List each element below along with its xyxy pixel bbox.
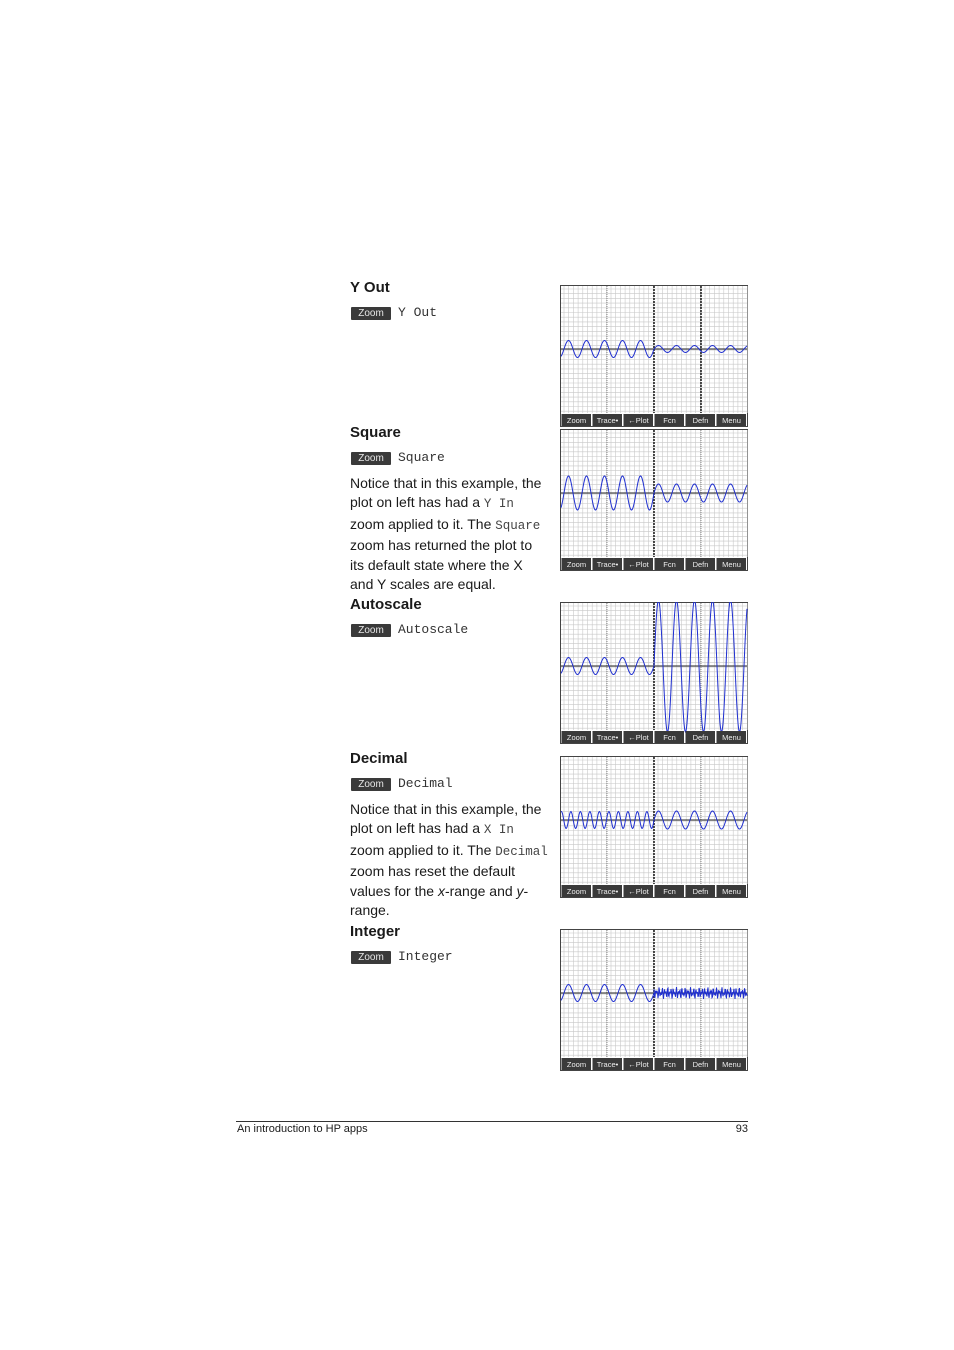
plot-screen-y-out: [560, 285, 748, 427]
explanation-paragraph: [350, 800, 548, 920]
para-text: Notice that in this example, the plot on left has had a: [350, 475, 542, 511]
zoom-command: Decimal: [398, 776, 453, 791]
zoom-command: Y Out: [398, 305, 438, 320]
menu-key-label: Defn: [692, 733, 709, 742]
key-sequence: [350, 450, 550, 468]
zoom-key: Zoom: [351, 307, 391, 320]
zoom-command: Square: [398, 450, 445, 465]
section-square: [350, 424, 550, 594]
plot-screen-square: [560, 429, 748, 571]
zoom-key: Zoom: [351, 778, 391, 791]
menu-key-label: Zoom: [566, 416, 587, 425]
para-italic: y: [516, 882, 524, 899]
menu-key-label: Trace•: [596, 560, 619, 569]
menu-key-label: Menu: [722, 887, 741, 896]
menu-key-label: Defn: [692, 560, 709, 569]
menu-key-label: Defn: [692, 887, 709, 896]
section-integer: [350, 923, 550, 967]
plot-screen-integer: [560, 929, 748, 1071]
zoom-key: Zoom: [351, 452, 391, 465]
para-text: -range.: [350, 882, 529, 919]
zoom-command: Autoscale: [398, 622, 469, 637]
page-number: 93: [735, 1123, 748, 1135]
menu-key-label: Trace•: [596, 416, 619, 425]
calculator-screen: [560, 429, 748, 571]
menu-key-label: Zoom: [566, 1060, 587, 1069]
para-italic: x: [437, 882, 445, 899]
para-text: Notice that in this example, the plot on left has had a: [350, 801, 542, 837]
menu-key-label: Menu: [722, 560, 741, 569]
plot-screen-decimal: [560, 756, 748, 898]
menu-key-label: Fcn: [663, 1060, 676, 1069]
section-heading: Square: [350, 424, 401, 441]
menu-key-label: ←Plot: [628, 416, 649, 425]
menu-key-label: Zoom: [566, 733, 587, 742]
menu-key-label: Defn: [692, 416, 709, 425]
zoom-key: Zoom: [351, 951, 391, 964]
section-decimal: [350, 750, 550, 920]
key-sequence: [350, 622, 550, 640]
menu-key-label: ←Plot: [628, 733, 649, 742]
para-text: -range and: [444, 882, 517, 899]
key-sequence: [350, 305, 550, 323]
footer-rule: [236, 1121, 748, 1122]
para-code: Square: [495, 518, 541, 533]
para-code: X In: [483, 823, 514, 838]
para-code: Y In: [483, 497, 514, 512]
calculator-screen: [560, 756, 748, 898]
para-text: zoom has reset the default values for the: [350, 863, 515, 899]
menu-key-label: Fcn: [663, 887, 676, 896]
section-heading: Decimal: [350, 750, 408, 767]
menu-key-label: Menu: [722, 1060, 741, 1069]
section-autoscale: [350, 596, 550, 640]
calculator-screen: [560, 602, 748, 744]
calculator-screen: [560, 285, 748, 427]
menu-key-label: Fcn: [663, 416, 676, 425]
zoom-command: Integer: [398, 949, 453, 964]
menu-key-label: Trace•: [596, 887, 619, 896]
menu-key-label: Zoom: [566, 560, 587, 569]
menu-key-label: Defn: [692, 1060, 709, 1069]
menu-key-label: ←Plot: [628, 887, 649, 896]
para-text: zoom has returned the plot to its default state where the X and Y scales are equal.: [350, 537, 533, 593]
calculator-screen: [560, 929, 748, 1071]
para-text: zoom applied to it. The: [350, 841, 496, 858]
menu-key-label: Trace•: [596, 1060, 619, 1069]
menu-key-label: Trace•: [596, 733, 619, 742]
section-heading: Integer: [350, 923, 401, 940]
zoom-key: Zoom: [351, 624, 391, 637]
section-y-out: [350, 279, 550, 323]
menu-key-label: Menu: [722, 416, 741, 425]
para-text: zoom applied to it. The: [350, 515, 496, 532]
section-heading: Autoscale: [350, 596, 422, 613]
section-heading: Y Out: [350, 279, 390, 296]
menu-key-label: Fcn: [663, 733, 676, 742]
menu-key-label: Zoom: [566, 887, 587, 896]
menu-key-label: Fcn: [663, 560, 676, 569]
plot-screen-autoscale: [560, 602, 748, 744]
explanation-paragraph: [350, 474, 548, 594]
key-sequence: [350, 776, 550, 794]
menu-key-label: ←Plot: [628, 1060, 649, 1069]
para-code: Decimal: [495, 844, 548, 859]
menu-key-label: ←Plot: [628, 560, 649, 569]
key-sequence: [350, 949, 550, 967]
menu-key-label: Menu: [722, 733, 741, 742]
footer-title: An introduction to HP apps: [237, 1123, 368, 1135]
